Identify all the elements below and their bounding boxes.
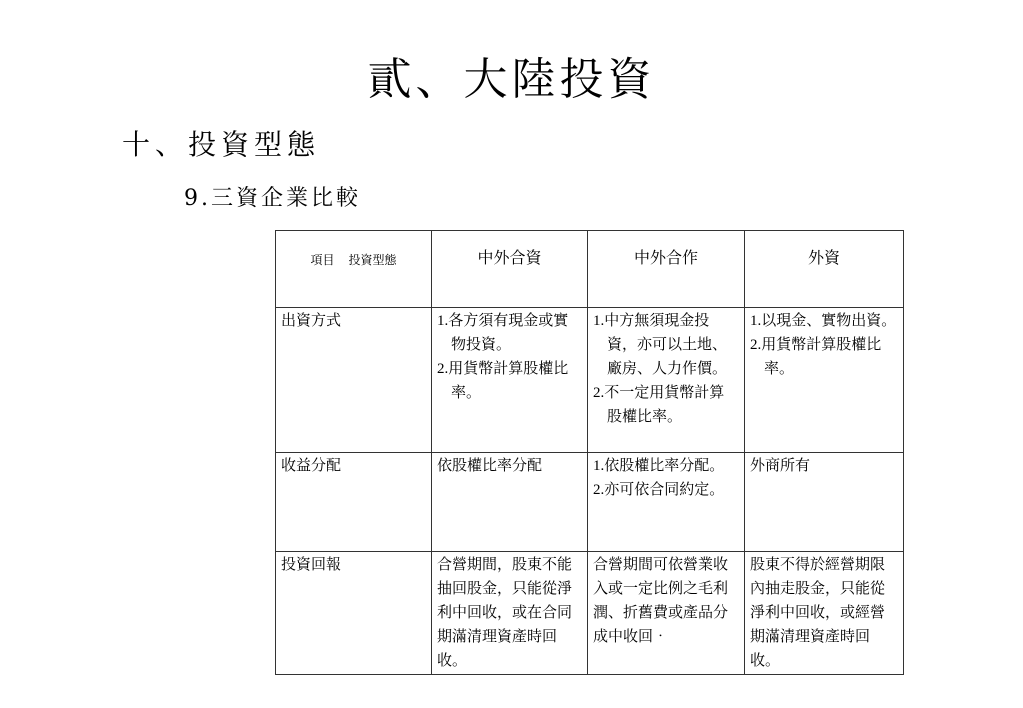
column-header-cooperative: 中外合作: [588, 231, 745, 308]
row-label-capital: 出資方式: [276, 308, 432, 453]
table-cell: [588, 308, 745, 453]
table-cell: 外商所有: [745, 453, 904, 552]
corner-label-item: 項目: [310, 253, 335, 267]
list-item: 1.各方須有現金或實物投資。: [437, 313, 569, 353]
table-cell: 合營期間，股東不能抽回股金，只能從淨利中回收，或在合同期滿清理資產時回收。: [432, 552, 588, 675]
list-item: 2.用貨幣計算股權比率。: [437, 361, 569, 401]
list-item: 1.中方無須現金投資，亦可以土地、廠房、人力作價。: [593, 313, 728, 377]
table-cell: 合營期間可依營業收入或一定比例之毛利潤、折舊費或產品分成中收回‧: [588, 552, 745, 675]
row-label-return: 投資回報: [276, 552, 432, 675]
list-item: 1.以現金、實物出資。: [750, 313, 897, 329]
table-cell: [745, 308, 904, 453]
table-cell: 股東不得於經營期限內抽走股金，只能從淨利中回收，或經營期滿清理資產時回收。: [745, 552, 904, 675]
list-item: 2.不一定用貨幣計算股權比率。: [593, 385, 725, 425]
table-cell: 依股權比率分配: [432, 453, 588, 552]
list-item: 2.用貨幣計算股權比率。: [750, 337, 882, 377]
table-corner-header: [276, 231, 432, 308]
row-label-profit: 收益分配: [276, 453, 432, 552]
list-item: 1.依股權比率分配。: [593, 458, 725, 474]
table-cell: [432, 308, 588, 453]
table-row: [276, 308, 904, 453]
table-cell: [588, 453, 745, 552]
list-item: 2.亦可依合同約定。: [593, 482, 725, 498]
comparison-table: [275, 230, 904, 675]
column-header-joint-venture: 中外合資: [432, 231, 588, 308]
section-heading: 十、投資型態: [122, 128, 321, 161]
page-title: 貳、大陸投資: [367, 54, 656, 105]
column-header-foreign-owned: 外資: [745, 231, 904, 308]
table-row: [276, 552, 904, 675]
corner-label-type: 投資型態: [348, 253, 397, 267]
table-row: [276, 453, 904, 552]
subsection-heading: 9.三資企業比較: [184, 186, 361, 211]
table-header-row: [276, 231, 904, 308]
